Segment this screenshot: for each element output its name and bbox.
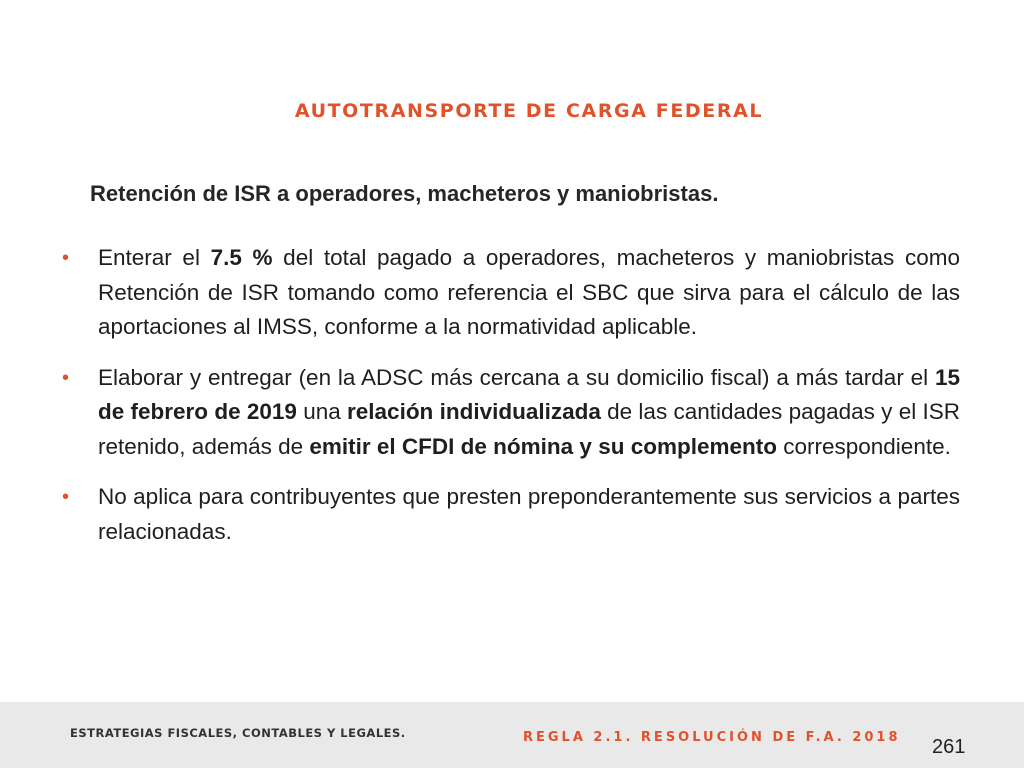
bullet-run: una [296,399,348,424]
bullet-list [62,241,960,565]
bullet-bold-run: 15 de febrero de 2019 [98,364,960,424]
bullet-dot-icon: • [62,486,70,508]
bullet-bold-run: 7.5 % [210,245,273,270]
bullet-run: correspondiente. [776,433,951,459]
bullet-run: No aplica para contribuyentes que presten preponderantemente sus servicios a partes relacionadas. [98,484,960,544]
footer-rule-reference: REGLA 2.1. RESOLUCIÓN DE F.A. 2018 [523,730,901,745]
bullet-bold-run: relación individualizada [347,399,601,424]
footer-company-text: ESTRATEGIAS FISCALES, CONTABLES Y LEGALES. [70,726,406,740]
bullet-run: Enterar el [98,245,211,270]
bullet-run: Elaborar y entregar (en la ADSC más cercana a su domicilio fiscal) a más tardar el [98,364,935,390]
bullet-run: de las cantidades pagadas y el ISR retenido, además de [98,399,960,459]
bullet-bold-run: emitir el CFDI de nómina y su complemento [309,433,777,459]
bullet-item-2 [62,361,960,465]
bullet-text [98,365,960,459]
slide-title: AUTOTRANSPORTE DE CARGA FEDERAL [294,100,764,122]
section-subtitle: Retención de ISR a operadores, macheteros y maniobristas. [90,181,719,206]
bullet-text [98,245,960,339]
bullet-run: del total pagado a operadores, macheteros y maniobristas como Retención de ISR tomando como referencia el SBC que sirva para el cálculo de las aportaciones al IMSS, conforme a la normatividad aplicable. [98,245,960,339]
bullet-dot-icon: • [62,247,70,269]
bullet-text [98,484,960,544]
page-number: 261 [932,736,966,758]
bullet-item-1 [62,241,960,345]
bullet-item-3 [62,480,960,549]
bullet-dot-icon: • [62,366,70,389]
